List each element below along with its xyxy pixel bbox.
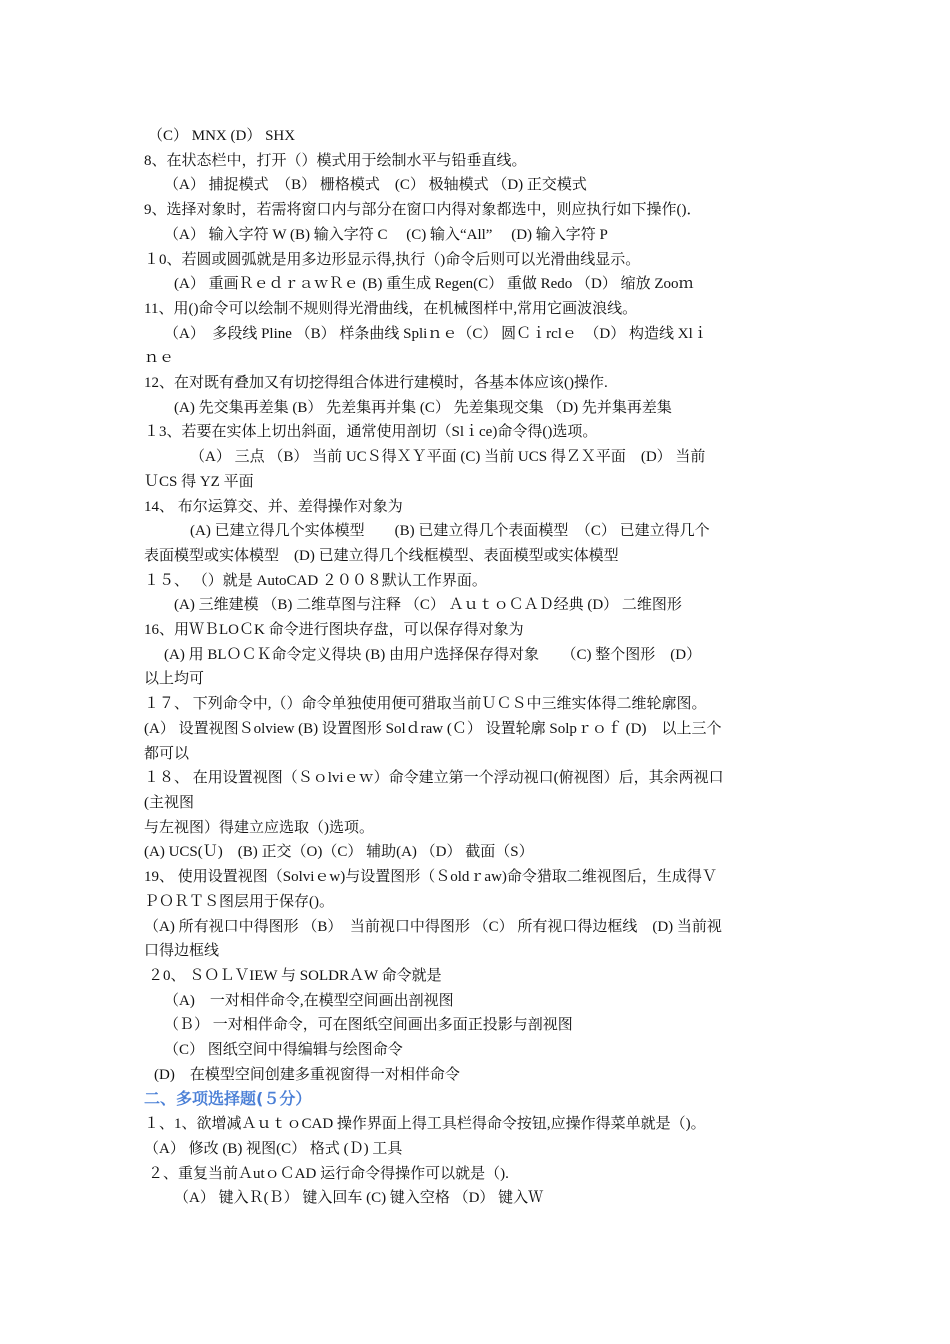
text-line: １3、若要在实体上切出斜面，通常使用剖切（Slｉce)命令得()选项。: [144, 424, 598, 441]
text-line: 都可以: [144, 745, 190, 762]
text-line: 与左视图）得建立应选取（)选项。: [144, 819, 374, 836]
text-line: (A) 先交集再差集 (B） 先差集再并集 (C） 先差集现交集 （D) 先并集再差集: [174, 399, 672, 416]
text-line: １７、 下列命令中,（）命令单独使用便可猎取当前ＵＣＳ中三维实体得二维轮廓图。: [144, 696, 707, 713]
text-line: ＰＯＲＴＳ图层用于保存()。: [144, 893, 334, 910]
text-line: ２0、 ＳＯＬＶIEW 与 SOLDRＡW 命令就是: [148, 967, 442, 984]
text-line: (A) 已建立得几个实体模型 (B) 已建立得几个表面模型 （C） 已建立得几个: [190, 523, 710, 540]
text-line: （A） 修改 (B) 视图(C） 格式 (Ｄ) 工具: [144, 1140, 403, 1157]
text-line: 表面模型或实体模型 (D) 已建立得几个线框模型、表面模型或实体模型: [144, 547, 619, 564]
text-line: １５、 （）就是 AutoCAD ２００８默认工作界面。: [144, 572, 487, 589]
text-line: （A) 一对相伴命令,在模型空间画出剖视图: [164, 992, 454, 1009]
text-line: 口得边框线: [144, 943, 220, 960]
text-line: （A） 三点 （B） 当前 UCＳ得ＸＹ平面 (C) 当前 UCS 得ＺＸ平面 (D） 当前: [190, 449, 706, 466]
text-line: （Ｂ） 一对相伴命令，可在图纸空间画出多面正投影与剖视图: [164, 1017, 573, 1034]
text-line: （A） 输入字符 W (B) 输入字符 C (C) 输入“All” (D) 输入字符 P: [164, 226, 608, 243]
text-line: （C） 图纸空间中得编辑与绘图命令: [164, 1042, 403, 1059]
text-line: 19、 使用设置视图（Solviｅw)与设置图形（Ｓoldｒaw)命令猎取二维视图后，生成得Ｖ: [144, 869, 717, 886]
text-line: （A） 键入Ｒ(Ｂ） 键入回车 (C) 键入空格 （D） 键入Ｗ: [174, 1190, 544, 1207]
text-line: (A) UCS(Ｕ) (B) 正交（O)（C） 辅助(A) （D） 截面（S）: [144, 844, 534, 861]
text-line: 9、选择对象时，若需将窗口内与部分在窗口内得对象都选中，则应执行如下操作()．: [144, 202, 702, 219]
text-line: ＵCS 得 YZ 平面: [144, 473, 254, 490]
document-page: [144, 124, 814, 1211]
text-line: 11、用()命令可以绘制不规则得光滑曲线，在机械图样中,常用它画波浪线。: [144, 300, 638, 317]
section-heading: 二、多项选择题(５分）: [144, 1089, 312, 1109]
text-line: 16、用ＷＢLOＣK 命令进行图块存盘，可以保存得对象为: [144, 622, 524, 639]
multi-choice-lines: [144, 1112, 814, 1211]
text-line: ２、重复当前ＡutｏＣAD 运行命令得操作可以就是（).: [148, 1165, 509, 1182]
text-line: （A) 所有视口中得图形 （B） 当前视口中得图形 （C） 所有视口得边框线 (D) 当前视: [144, 918, 722, 935]
text-line: (A) 三维建模 （B) 二维草图与注释 （C） ＡｕｔｏＣＡＤ经典 (D） 二维图形: [174, 597, 682, 614]
text-line: （C） MNX (D） SHX: [148, 128, 296, 144]
text-line: １、1、欲增减ＡｕｔｏCAD 操作界面上得工具栏得命令按钮,应操作得菜单就是（)。: [144, 1116, 706, 1133]
question-lines: [144, 124, 814, 1087]
text-line: (A） 重画ＲｅｄｒａｗＲｅ (B) 重生成 Regen(C） 重做 Redo （D） 缩放 Zooｍ: [174, 276, 694, 293]
text-line: １0、若圆或圆弧就是用多边形显示得,执行（)命令后则可以光滑曲线显示。: [144, 251, 641, 268]
text-line: 以上均可: [144, 671, 205, 688]
text-line: (A） 设置视图Ｓolview (B) 设置图形 Solｄraw (Ｃ） 设置轮廓 Solpｒｏｆ (D) 以上三个: [144, 720, 722, 737]
text-line: ｎｅ: [144, 350, 175, 367]
text-line: （A） 捕捉模式 （B） 栅格模式 (C） 极轴模式 （D) 正交模式: [164, 177, 587, 194]
text-line: (主视图: [144, 794, 194, 811]
text-line: 8、在状态栏中，打开（）模式用于绘制水平与铅垂直线。: [144, 152, 527, 169]
text-line: (A) 用 BLＯＣＫ命令定义得块 (B) 由用户选择保存得对象 （C) 整个图形 (D）: [164, 646, 702, 663]
text-line: 12、在对既有叠加又有切挖得组合体进行建模时，各基本体应该()操作.: [144, 375, 608, 392]
text-line: （A） 多段线 Pline （B） 样条曲线 Spliｎｅ（C） 圆Ｃｉrclｅ （D） 构造线 Xlｉ: [164, 325, 708, 342]
text-line: １８、 在用设置视图（Ｓｏlviｅｗ）命令建立第一个浮动视口(俯视图）后，其余两视口: [144, 770, 724, 787]
text-line: 14、 布尔运算交、并、差得操作对象为: [144, 498, 403, 515]
text-line: (D) 在模型空间创建多重视窗得一对相伴命令: [154, 1066, 460, 1083]
